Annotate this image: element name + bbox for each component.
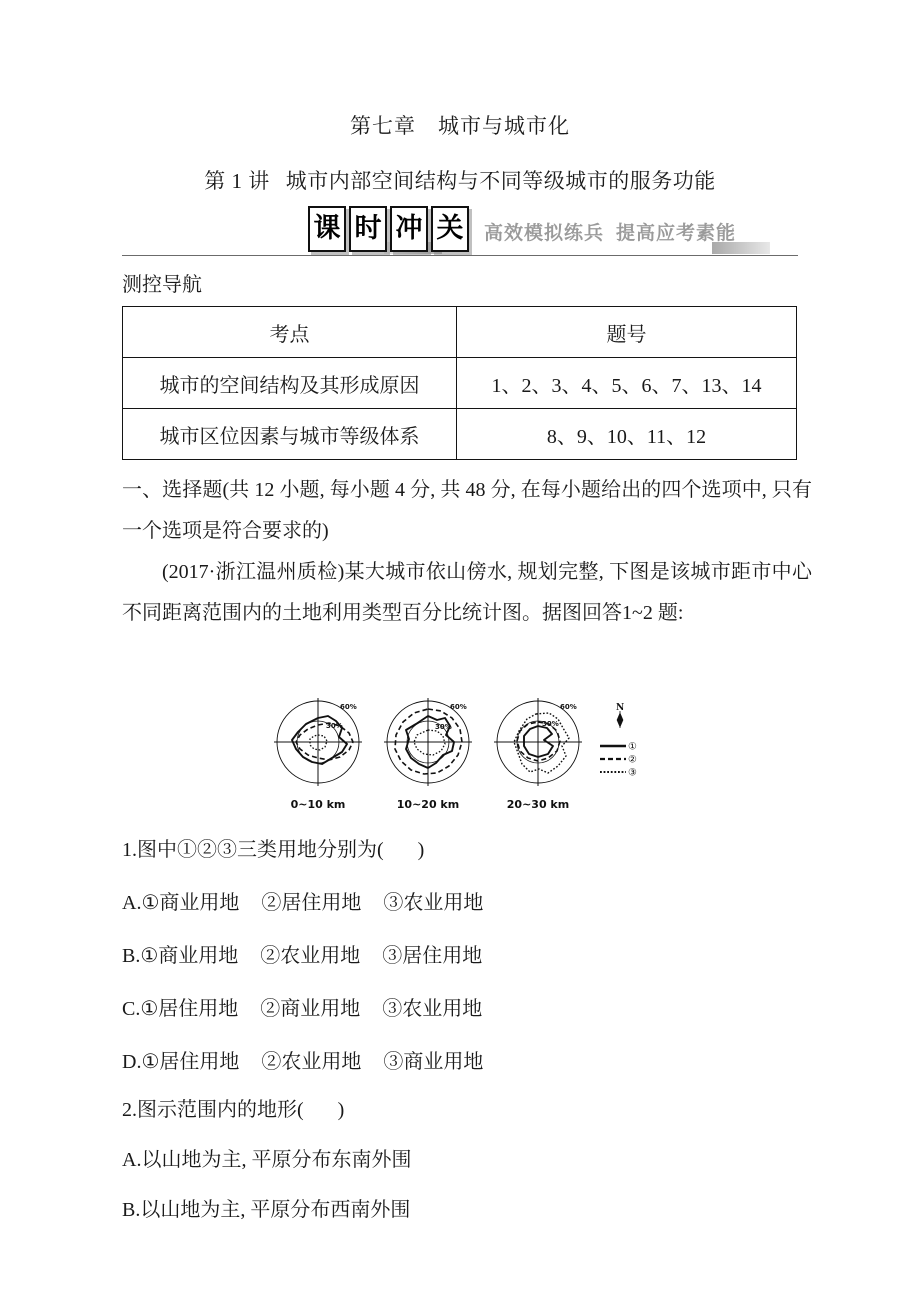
option-label: A. bbox=[122, 892, 142, 914]
option-label: B. bbox=[122, 945, 141, 967]
option-part-1: ①商业用地 bbox=[141, 892, 240, 914]
question-stem bbox=[122, 552, 812, 634]
banner-box-2: 时 bbox=[349, 206, 387, 252]
compass-rose bbox=[616, 703, 624, 728]
option-part-1: 以山地为主, 平原分布西南外围 bbox=[140, 1199, 411, 1221]
radar-label-30-p1: 30% bbox=[326, 722, 343, 730]
table-header-point: 考点 bbox=[123, 307, 457, 358]
legend-label-1: ① bbox=[628, 741, 637, 753]
question-1-option-b[interactable] bbox=[122, 936, 482, 977]
nav-label: 测控导航 bbox=[122, 274, 202, 296]
chapter-heading bbox=[0, 110, 920, 140]
lecture-name: 城市内部空间结构与不同等级城市的服务功能 bbox=[285, 169, 716, 193]
question-2-option-b[interactable] bbox=[122, 1190, 410, 1231]
radar-label-30-p2: 30% bbox=[435, 723, 452, 731]
question-2-number: 2. bbox=[122, 1099, 137, 1121]
option-part-2: ②农业用地 bbox=[261, 1051, 362, 1073]
guide-table bbox=[122, 306, 797, 460]
table-cell-point: 城市的空间结构及其形成原因 bbox=[123, 358, 457, 409]
option-part-1: ①居住用地 bbox=[140, 998, 239, 1020]
banner-title-boxes bbox=[308, 206, 469, 252]
question-2-option-a[interactable] bbox=[122, 1140, 411, 1181]
table-row bbox=[123, 358, 797, 409]
radar-label-30-p3: 30% bbox=[542, 720, 559, 728]
question-1-option-a[interactable] bbox=[122, 883, 483, 924]
question-1-option-c[interactable] bbox=[122, 989, 482, 1030]
question-1-option-d[interactable] bbox=[122, 1042, 483, 1083]
option-part-2: ②居住用地 bbox=[261, 892, 362, 914]
chapter-number: 第七章 bbox=[350, 114, 416, 138]
option-part-2: ②农业用地 bbox=[260, 945, 361, 967]
option-part-3: ③农业用地 bbox=[383, 892, 484, 914]
option-label: D. bbox=[122, 1051, 142, 1073]
radar-legend bbox=[600, 742, 637, 779]
question-1-body: 图中①②③三类用地分别为( bbox=[137, 839, 384, 861]
radar-label-60-p3: 60% bbox=[560, 703, 577, 711]
table-row bbox=[123, 409, 797, 460]
banner-box-1: 课 bbox=[308, 206, 346, 252]
option-part-1: 以山地为主, 平原分布东南外围 bbox=[141, 1149, 412, 1171]
option-part-1: ①商业用地 bbox=[140, 945, 239, 967]
table-cell-questions: 8、9、10、11、12 bbox=[457, 409, 797, 460]
option-label: B. bbox=[122, 1199, 141, 1221]
radar-panel-2 bbox=[384, 698, 472, 786]
option-label: C. bbox=[122, 998, 141, 1020]
banner-box-4: 关 bbox=[431, 206, 469, 252]
radar-charts-svg bbox=[262, 694, 662, 800]
table-cell-point: 城市区位因素与城市等级体系 bbox=[123, 409, 457, 460]
question-2-body: 图示范围内的地形( bbox=[137, 1099, 304, 1121]
land-use-radar-figure bbox=[262, 694, 662, 811]
banner-box-3: 冲 bbox=[390, 206, 428, 252]
option-label: A. bbox=[122, 1149, 142, 1171]
section-banner bbox=[122, 204, 798, 260]
banner-subtitle-left: 高效模拟练兵 bbox=[484, 222, 605, 244]
lecture-heading bbox=[0, 165, 920, 195]
option-part-3: ③农业用地 bbox=[382, 998, 483, 1020]
section-heading: 一、选择题(共 12 小题, 每小题 4 分, 共 48 分, 在每小题给出的四个选项中, 只有一个选项是符合要求的) bbox=[122, 479, 812, 542]
banner-rule bbox=[122, 255, 798, 256]
option-part-3: ③商业用地 bbox=[383, 1051, 484, 1073]
banner-subtitle-right: 提高应考素能 bbox=[616, 222, 737, 244]
radar-panel-3 bbox=[494, 698, 582, 786]
question-1-close: ) bbox=[417, 839, 425, 861]
radar-panel-1 bbox=[274, 698, 362, 786]
figure-caption-3: 20~30 km bbox=[506, 798, 570, 811]
table-header-questions: 题号 bbox=[457, 307, 797, 358]
chapter-name: 城市与城市化 bbox=[438, 114, 570, 138]
table-header-row bbox=[123, 307, 797, 358]
figure-caption-1: 0~10 km bbox=[290, 798, 346, 811]
question-1-number: 1. bbox=[122, 839, 137, 861]
question-2-close: ) bbox=[337, 1099, 345, 1121]
legend-label-2: ② bbox=[628, 754, 637, 766]
radar-label-60-p1: 60% bbox=[340, 703, 357, 711]
lecture-number: 第 1 讲 bbox=[204, 169, 270, 193]
option-part-1: ①居住用地 bbox=[141, 1051, 240, 1073]
question-1-text bbox=[122, 830, 424, 871]
figure-caption-2: 10~20 km bbox=[396, 798, 460, 811]
question-stem-text: (2017·浙江温州质检)某大城市依山傍水, 规划完整, 下图是该城市距市中心不同距离范围内的土地利用类型百分比统计图。据图回答1~2 题: bbox=[122, 561, 812, 624]
option-part-3: ③居住用地 bbox=[382, 945, 483, 967]
banner-subtitle bbox=[484, 218, 736, 245]
question-2-text bbox=[122, 1090, 344, 1131]
table-cell-questions: 1、2、3、4、5、6、7、13、14 bbox=[457, 358, 797, 409]
option-part-2: ②商业用地 bbox=[260, 998, 361, 1020]
legend-label-3: ③ bbox=[628, 767, 637, 779]
radar-label-60-p2: 60% bbox=[450, 703, 467, 711]
compass-north-label: N bbox=[616, 703, 625, 713]
